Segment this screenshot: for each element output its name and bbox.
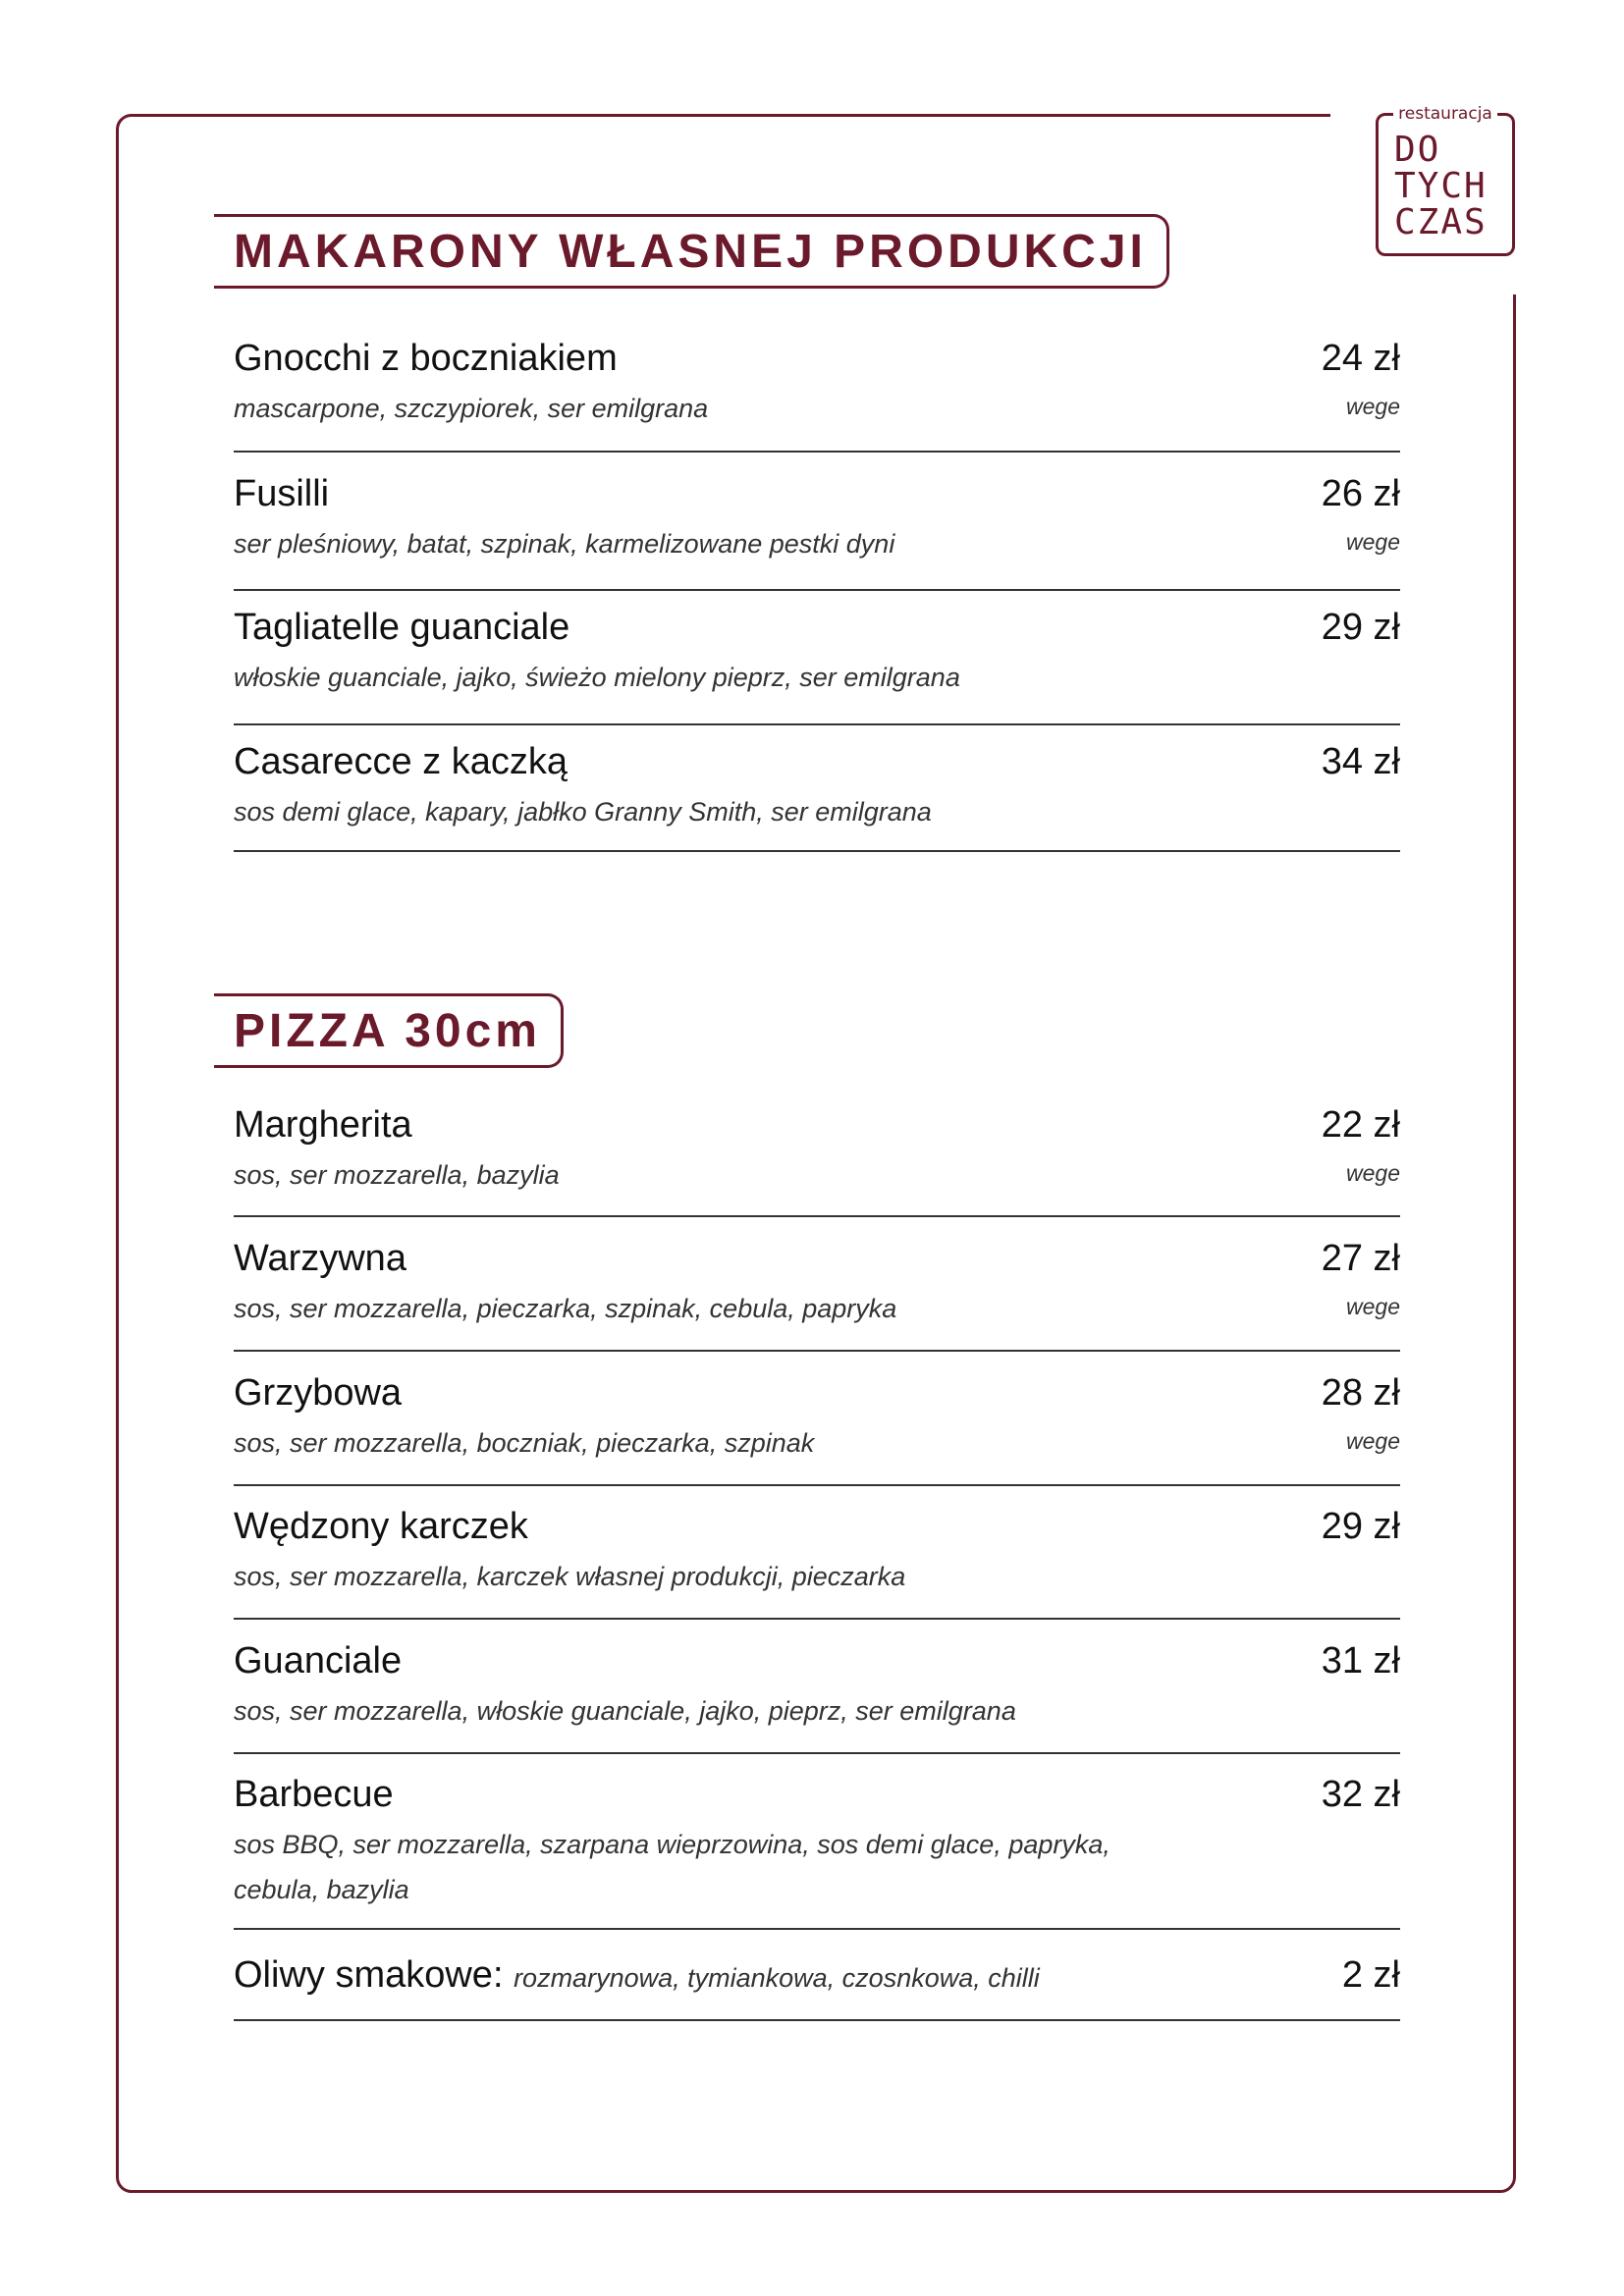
menu-item [234, 1639, 1400, 1754]
item-description: mascarpone, szczypiorek, ser emilgrana [234, 394, 709, 423]
extras-item [234, 1953, 1400, 2021]
menu-item [234, 1773, 1400, 1930]
menu-item [234, 1237, 1400, 1352]
menu-item [234, 472, 1400, 591]
item-description: sos, ser mozzarella, bazylia [234, 1160, 560, 1190]
item-tag: wege [1346, 1294, 1400, 1319]
item-name: Warzywna [234, 1238, 406, 1279]
item-name: Guanciale [234, 1640, 403, 1682]
section-heading-pizza [214, 993, 564, 1068]
menu-item [234, 1505, 1400, 1620]
extras-name: Oliwy smakowe: [234, 1954, 504, 1996]
section-title: MAKARONY WŁASNEJ PRODUKCJI [234, 225, 1147, 278]
item-description: ser pleśniowy, batat, szpinak, karmelizowane pestki dyni [234, 529, 895, 559]
menu-item [234, 1371, 1400, 1486]
item-price: 27 zł [1321, 1238, 1400, 1279]
item-description: sos, ser mozzarella, boczniak, pieczarka, szpinak [234, 1428, 815, 1458]
item-price: 24 zł [1321, 338, 1400, 379]
item-name: Grzybowa [234, 1372, 403, 1414]
item-price: 22 zł [1321, 1104, 1400, 1146]
item-description: włoskie guanciale, jajko, świeżo mielony pieprz, ser emilgrana [234, 663, 960, 692]
item-name: Casarecce z kaczką [234, 741, 568, 782]
logo-line-3: CZAS [1394, 202, 1488, 242]
logo-top-text: restauracja [1393, 104, 1497, 124]
item-name: Gnocchi z boczniakiem [234, 338, 618, 379]
extras-price: 2 zł [1341, 1954, 1400, 1996]
item-description: sos, ser mozzarella, pieczarka, szpinak, cebula, papryka [234, 1294, 897, 1323]
item-tag: wege [1346, 1160, 1400, 1186]
item-description: sos demi glace, kapary, jabłko Granny Smith, ser emilgrana [234, 797, 932, 827]
item-name: Wędzony karczek [234, 1506, 528, 1547]
item-tag: wege [1346, 394, 1400, 419]
item-tag: wege [1346, 529, 1400, 555]
menu-item [234, 606, 1400, 725]
section-title: PIZZA 30cm [234, 1004, 541, 1057]
logo-line-1: DO [1394, 130, 1441, 170]
item-price: 28 zł [1321, 1372, 1400, 1414]
item-price: 29 zł [1321, 1506, 1400, 1547]
item-tag: wege [1346, 1428, 1400, 1454]
item-description: sos, ser mozzarella, karczek własnej produkcji, pieczarka [234, 1562, 906, 1591]
item-name: Margherita [234, 1104, 412, 1146]
item-description: sos, ser mozzarella, włoskie guanciale, jajko, pieprz, ser emilgrana [234, 1696, 1016, 1726]
menu-item [234, 337, 1400, 453]
restaurant-logo [1376, 104, 1515, 256]
section-heading-makarony [214, 214, 1169, 289]
item-description: sos BBQ, ser mozzarella, szarpana wieprzowina, sos demi glace, papryka, cebula, bazylia [234, 1830, 1110, 1904]
item-name: Barbecue [234, 1774, 394, 1815]
item-price: 32 zł [1321, 1774, 1400, 1815]
item-price: 31 zł [1321, 1640, 1400, 1682]
item-name: Tagliatelle guanciale [234, 607, 570, 648]
item-price: 34 zł [1321, 741, 1400, 782]
item-price: 29 zł [1321, 607, 1400, 648]
item-price: 26 zł [1321, 473, 1400, 514]
item-name: Fusilli [234, 473, 330, 514]
extras-description: rozmarynowa, tymiankowa, czosnkowa, chilli [514, 1963, 1040, 1993]
menu-item [234, 740, 1400, 852]
menu-item [234, 1103, 1400, 1217]
logo-line-2: TYCH [1394, 166, 1488, 206]
